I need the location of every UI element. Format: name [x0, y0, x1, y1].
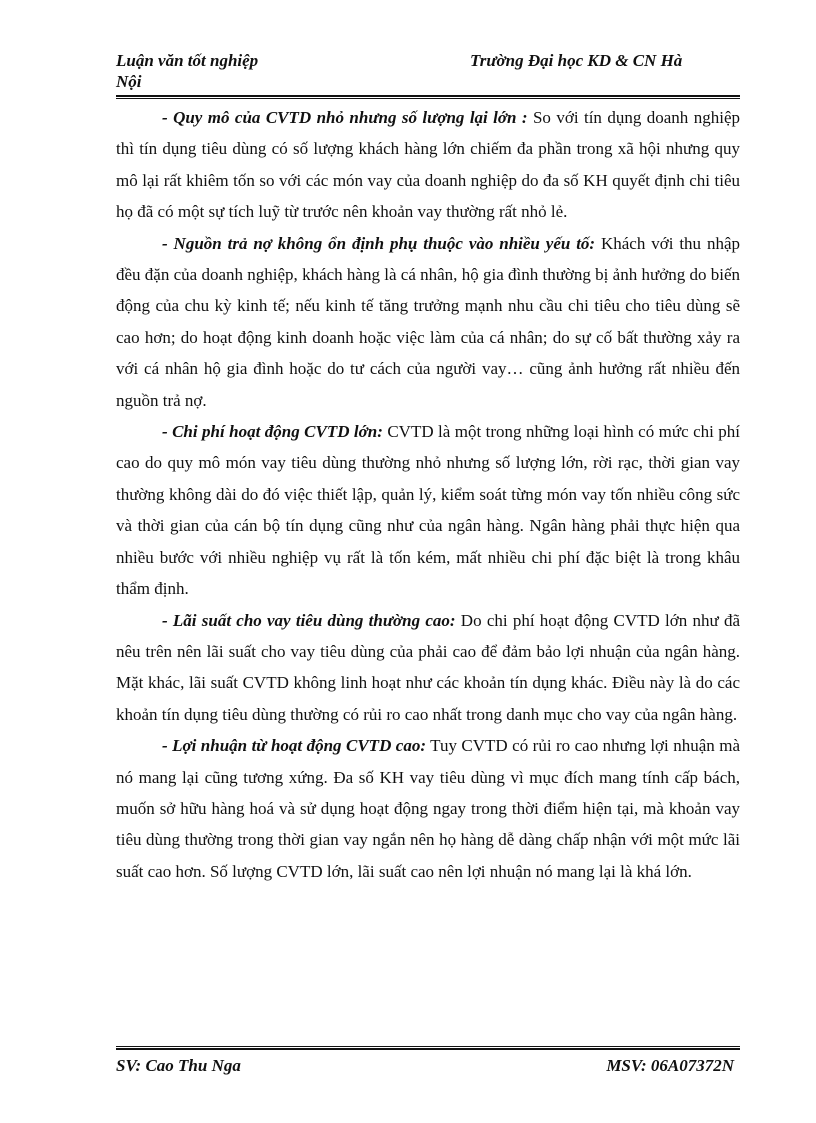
header-divider	[116, 95, 740, 99]
paragraph-heading: - Lợi nhuận từ hoạt động CVTD cao:	[162, 736, 427, 756]
paragraph-profit	[116, 730, 740, 887]
page-footer	[116, 1046, 740, 1086]
header-university-name: Trường Đại học KD & CN Hà	[470, 51, 683, 70]
paragraph-heading: - Nguồn trả nợ không ổn định phụ thuộc vào nhiều yếu tố:	[162, 233, 596, 253]
paragraph-text: Do chi phí hoạt động CVTD lớn như đã nêu trên nên lãi suất cho vay tiêu dùng của phải cao để đảm bảo lợi nhuận của ngân hàng. Mặt khác, lãi suất CVTD không linh hoạt như các khoản tín dụng khác. Điều này là do các khoản tín dụng tiêu dùng thường có rủi ro cao nhất trong danh mục cho vay của ngân hàng.	[116, 610, 740, 724]
paragraph-heading: - Chi phí hoạt động CVTD lớn:	[162, 422, 383, 442]
footer-student-name: SV: Cao Thu Nga	[116, 1056, 241, 1075]
page-header	[116, 50, 740, 98]
paragraph-text: So với tín dụng doanh nghiệp thì tín dụng tiêu dùng có số lượng khách hàng lớn chiếm đa phần trong xã hội nhưng quy mô lại rất khiêm tốn so với các món vay của doanh nghiệp do đa số KH quyết định chi tiêu họ đã có một sự tích luỹ từ trước nên khoản vay thường rất nhỏ lẻ.	[116, 108, 740, 222]
paragraph-heading: - Quy mô của CVTD nhỏ nhưng số lượng lại lớn :	[162, 108, 528, 127]
paragraph-repayment-source	[116, 228, 740, 416]
paragraph-text: Tuy CVTD có rủi ro cao nhưng lợi nhuận mà nó mang lại cũng tương xứng. Đa số KH vay tiêu dùng vì mục đích mang tính cấp bách, muốn sở hữu hàng hoá và sử dụng hoạt động ngay trong thời điểm hiện tại, mà khoản vay tiêu dùng thường trong thời gian vay ngắn nên họ hàng dễ dàng chấp nhận với một mức lãi suất cao hơn. Số lượng CVTD lớn, lãi suất cao nên lợi nhuận nó mang lại là khá lớn.	[116, 736, 741, 881]
paragraph-heading: - Lãi suất cho vay tiêu dùng thường cao:	[162, 610, 456, 630]
header-thesis-label-continued: Nội	[116, 72, 142, 91]
paragraph-scale	[116, 102, 740, 228]
footer-student-id: MSV: 06A07372N	[606, 1056, 734, 1075]
footer-divider	[116, 1046, 740, 1050]
paragraph-interest-rate	[116, 605, 740, 731]
paragraph-text: CVTD là một trong những loại hình có mức chi phí cao do quy mô món vay tiêu dùng thường nhỏ nhưng số lượng lớn, rời rạc, thời gian vay thường không dài do đó việc thiết lập, quản lý, kiểm soát từng món vay tốn nhiều công sức và thời gian của cán bộ tín dụng cũng như của ngân hàng. Ngân hàng phải thực hiện qua nhiều bước với nhiều nghiệp vụ rất là tốn kém, mất nhiều chi phí đặc biệt là trong khâu thẩm định.	[116, 422, 741, 599]
header-thesis-label: Luận văn tốt nghiệp	[116, 51, 259, 70]
document-body	[116, 102, 740, 887]
paragraph-operating-cost	[116, 416, 740, 604]
paragraph-text: Khách với thu nhập đều đặn của doanh nghiệp, khách hàng là cá nhân, hộ gia đình thường bị ảnh hưởng do biến động của chu kỳ kinh tế; nếu kinh tế tăng trưởng mạnh nhu cầu chi tiêu cho tiêu dùng sẽ cao hơn; do hoạt động kinh doanh hoặc việc làm của cá nhân; do sự cố bất thường xảy ra với cá nhân hộ gia đình hoặc do tư cách của người vay… cũng ảnh hưởng rất nhiều đến nguồn trả nợ.	[116, 233, 740, 410]
